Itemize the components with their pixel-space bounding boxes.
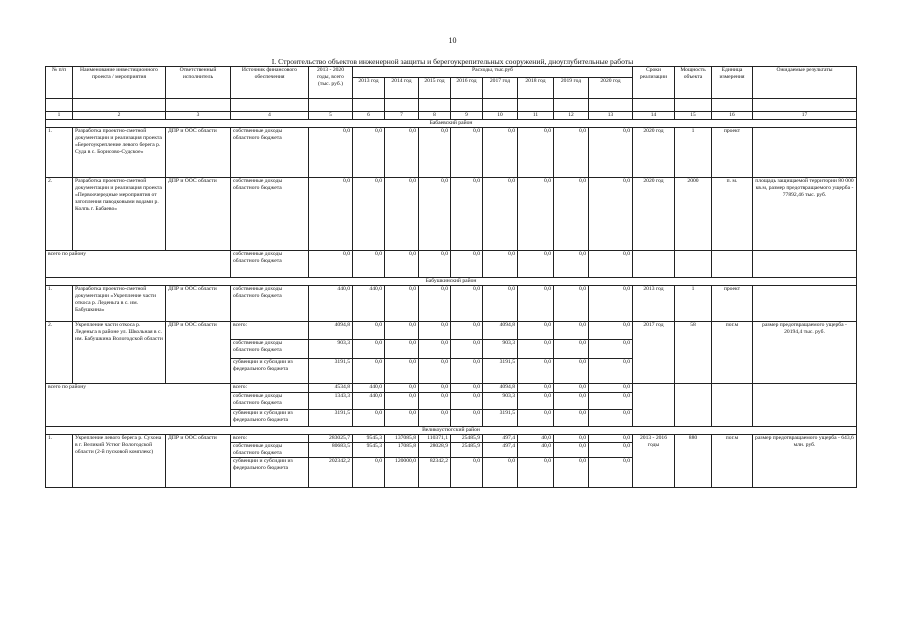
row-value: 0,0 [385,285,419,321]
row-result [753,285,857,321]
row-value: 4094,8 [483,321,518,339]
district-row-velikoustyugsky [46,426,857,434]
row-value: 25485,9 [451,442,483,457]
row-value: 0,0 [353,358,385,383]
district-total-row [46,250,857,277]
row-value: 0,0 [419,383,451,392]
row-value: 0,0 [385,127,419,177]
row-source: субвенции и субсидии из федерального бюджета [231,409,309,426]
row-value: 0,0 [309,177,353,250]
col-number: 17 [753,112,857,120]
page-number: 10 [448,36,457,45]
row-value: 440,0 [309,285,353,321]
row-value: 903,3 [483,339,518,358]
row-terms: 2020 год [633,177,675,250]
row-value: 0,0 [518,409,554,426]
row-value: 4094,8 [309,321,353,339]
row-value: 0,0 [554,434,589,442]
row-source: собственные доходы областного бюджета [231,392,309,409]
row-value: 137085,8 [385,434,419,442]
row-value: 0,0 [483,457,518,487]
row-result [753,127,857,177]
row-value: 0,0 [518,358,554,383]
total-label: всего по району [46,383,231,426]
row-value: 0,0 [385,250,419,277]
header-results: Ожидаемые результаты [753,67,857,99]
row-value: 28028,9 [419,442,451,457]
row-value: 0,0 [385,383,419,392]
row-value: 0,0 [353,457,385,487]
row-value: 0,0 [419,321,451,339]
row-value: 0,0 [451,285,483,321]
row-value: 0,0 [589,434,633,442]
table-row [46,285,857,321]
col-number: 10 [483,112,518,120]
row-value: 202342,2 [309,457,353,487]
row-executor: ДПР и ООС области [166,321,231,383]
row-value: 3191,5 [309,358,353,383]
row-value: 120000,0 [385,457,419,487]
row-value: 0,0 [353,321,385,339]
row-value: 0,0 [554,321,589,339]
district-name: Бабушкинский район [46,277,857,285]
col-number: 4 [231,112,309,120]
header-year: 2013 год [353,78,385,99]
row-name: Разработка проектно-сметной документации и реализация проекта «Берегоукрепление левого берега р. Суда в с. Борисово-Судское» [73,127,166,177]
row-source: всего: [231,383,309,392]
row-value: 0,0 [518,339,554,358]
row-value: 0,0 [419,177,451,250]
row-source: собственные доходы областного бюджета [231,127,309,177]
row-value: 0,0 [419,392,451,409]
row-value: 0,0 [589,457,633,487]
row-value: 903,3 [309,339,353,358]
section-title: I. Строительство объектов инженерной защиты и берегоукрепительных сооружений, дноуглубительные работы [271,57,634,66]
row-terms: 2020 год [633,127,675,177]
row-value: 0,0 [554,285,589,321]
row-value: 110371,1 [419,434,451,442]
row-source: собственные доходы областного бюджета [231,339,309,358]
row-capacity: 1 [675,127,712,177]
district-name: Бабаевский район [46,119,857,127]
row-value: 0,0 [451,127,483,177]
row-result: размер предотвращаемого ущерба - 643,6 млн. руб. [753,434,857,487]
header-terms: Сроки реализации [633,67,675,99]
row-value: 0,0 [554,442,589,457]
col-number: 2 [73,112,166,120]
row-value: 0,0 [554,392,589,409]
col-number: 5 [309,112,353,120]
col-number: 14 [633,112,675,120]
row-name: Разработка проектно-сметной документации «Укрепление части откоса р. Леденьга в с. им. Бабушкина» [73,285,166,321]
row-value: 25485,9 [451,434,483,442]
table-row [46,321,857,339]
row-num: 1. [46,285,73,321]
header-name: Наименование инвестиционного проекта / мероприятия [73,67,166,99]
row-terms: 2013 год [633,285,675,321]
column-numbers-row [46,112,857,120]
row-value: 0,0 [451,177,483,250]
row-unit: пог.м [712,434,753,487]
row-value: 0,0 [518,285,554,321]
row-capacity: 1 [675,285,712,321]
district-row-babushkinsky [46,277,857,285]
district-name: Великоустюгский район [46,426,857,434]
row-result: площадь защищаемой территории 80 000 кв.м, размер предотвращаемого ущерба - 77892,46 тыс. руб. [753,177,857,250]
header-num: № п/п [46,67,73,99]
row-value: 3191,5 [483,409,518,426]
row-source: собственные доходы областного бюджета [231,285,309,321]
row-value: 0,0 [419,127,451,177]
row-value: 0,0 [451,250,483,277]
row-value: 0,0 [309,250,353,277]
row-result: размер предотвращаемого ущерба - 20194,4 тыс. руб. [753,321,857,383]
row-value: 0,0 [483,285,518,321]
row-value: 0,0 [554,409,589,426]
col-number: 8 [419,112,451,120]
row-value: 0,0 [518,127,554,177]
row-executor: ДПР и ООС области [166,127,231,177]
row-value: 0,0 [589,383,633,392]
row-value: 0,0 [518,383,554,392]
row-source: собственные доходы областного бюджета [231,250,309,277]
row-value: 82342,2 [419,457,451,487]
row-value: 3191,5 [483,358,518,383]
row-value: 0,0 [385,392,419,409]
row-name: Укрепление левого берега р. Сухона в г. Великий Устюг Вологодской области (2-й пусковой комплекс) [73,434,166,487]
row-value: 1343,3 [309,392,353,409]
row-num: 1. [46,127,73,177]
row-num: 1. [46,434,73,487]
header-year: 2014 год [385,78,419,99]
row-value: 0,0 [353,127,385,177]
header-year: 2017 год [483,78,518,99]
header-expenses: Расходы, тыс.руб [353,67,633,78]
row-value: 0,0 [419,250,451,277]
row-value: 0,0 [385,358,419,383]
table-row [46,177,857,250]
row-num: 2. [46,321,73,383]
header-total: 2013 - 2020 годы, всего (тыс. руб.) [309,67,353,99]
row-executor: ДПР и ООС области [166,177,231,250]
row-value: 0,0 [518,250,554,277]
row-value: 9545,3 [353,434,385,442]
header-source: Источник финансового обеспечения [231,67,309,99]
row-value: 0,0 [518,177,554,250]
row-source: всего: [231,434,309,442]
row-value: 4534,8 [309,383,353,392]
row-terms: 2013 - 2016 годы [633,434,675,487]
row-value: 3191,5 [309,409,353,426]
district-row-babaevsky [46,119,857,127]
col-number: 7 [385,112,419,120]
row-value: 283025,7 [309,434,353,442]
row-value: 0,0 [451,457,483,487]
row-value: 0,0 [353,409,385,426]
row-source: собственные доходы областного бюджета [231,177,309,250]
row-value: 40,0 [518,434,554,442]
row-value: 440,0 [353,392,385,409]
row-value: 0,0 [385,177,419,250]
row-value: 0,0 [385,339,419,358]
row-value: 0,0 [554,457,589,487]
row-value: 0,0 [589,250,633,277]
row-value: 0,0 [483,127,518,177]
col-number: 6 [353,112,385,120]
row-capacity: 2000 [675,177,712,250]
header-row [46,67,857,78]
row-value: 0,0 [419,285,451,321]
col-number: 9 [451,112,483,120]
row-value: 497,4 [483,442,518,457]
total-label: всего по району [46,250,231,277]
header-executor: Ответственный исполнитель [166,67,231,99]
row-terms: 2017 год [633,321,675,383]
row-value: 0,0 [451,339,483,358]
table-row [46,127,857,177]
row-capacity: 880 [675,434,712,487]
row-source: всего: [231,321,309,339]
col-number: 13 [589,112,633,120]
col-number: 3 [166,112,231,120]
row-value: 40,0 [518,442,554,457]
row-value: 497,4 [483,434,518,442]
row-source: субвенции и субсидии из федерального бюджета [231,358,309,383]
row-value: 0,0 [353,339,385,358]
row-num: 2. [46,177,73,250]
col-number: 1 [46,112,73,120]
row-unit: пог.м [712,321,753,383]
row-value: 0,0 [451,383,483,392]
row-value: 0,0 [589,392,633,409]
row-value: 0,0 [589,339,633,358]
row-value: 0,0 [589,127,633,177]
row-value: 80683,5 [309,442,353,457]
row-name: Разработка проектно-сметной документации и реализация проекта «Первоочередные мероприятия от затопления паводковыми водами р. Колпь г. Бабаево» [73,177,166,250]
row-value: 0,0 [518,457,554,487]
row-executor: ДПР и ООС области [166,285,231,321]
row-value: 0,0 [451,392,483,409]
row-value: 0,0 [309,127,353,177]
row-value: 903,3 [483,392,518,409]
row-value: 0,0 [554,339,589,358]
row-value: 0,0 [589,285,633,321]
row-value: 9545,3 [353,442,385,457]
header-gap [46,99,857,112]
row-value: 17085,8 [385,442,419,457]
row-value: 0,0 [554,250,589,277]
row-value: 0,0 [451,409,483,426]
row-value: 0,0 [518,392,554,409]
row-value: 0,0 [589,358,633,383]
header-year: 2018 год [518,78,554,99]
header-year: 2015 год [419,78,451,99]
row-value: 0,0 [451,321,483,339]
header-year: 2019 год [554,78,589,99]
header-year: 2020 год [589,78,633,99]
row-value: 0,0 [419,409,451,426]
row-value: 0,0 [419,339,451,358]
row-executor: ДПР и ООС области [166,434,231,487]
row-value: 0,0 [554,127,589,177]
row-value: 440,0 [353,285,385,321]
row-value: 0,0 [385,409,419,426]
header-unit: Единица измерения [712,67,753,99]
row-value: 0,0 [554,358,589,383]
row-value: 0,0 [353,250,385,277]
row-value: 0,0 [483,177,518,250]
row-value: 0,0 [589,409,633,426]
row-value: 0,0 [554,177,589,250]
header-capacity: Мощность объекта [675,67,712,99]
col-number: 11 [518,112,554,120]
row-value: 0,0 [451,358,483,383]
row-value: 0,0 [385,321,419,339]
row-name: Укрепление части откоса р. Леденьга в районе ул. Школьная в с. им. Бабушкина Вологодской области [73,321,166,383]
row-value: 0,0 [353,177,385,250]
row-source: субвенции и субсидии из федерального бюджета [231,457,309,487]
row-unit: п. м. [712,177,753,250]
row-value: 0,0 [554,383,589,392]
row-value: 440,0 [353,383,385,392]
investment-table [45,66,857,488]
row-unit: проект [712,285,753,321]
col-number: 15 [675,112,712,120]
row-value: 0,0 [518,321,554,339]
header-year: 2016 год [451,78,483,99]
row-capacity: 58 [675,321,712,383]
row-source: собственные доходы областного бюджета [231,442,309,457]
row-value: 0,0 [419,358,451,383]
row-value: 0,0 [589,442,633,457]
district-total-row [46,383,857,392]
table-row [46,434,857,442]
col-number: 16 [712,112,753,120]
row-value: 0,0 [483,250,518,277]
row-value: 0,0 [589,321,633,339]
row-value: 4094,8 [483,383,518,392]
col-number: 12 [554,112,589,120]
row-unit: проект [712,127,753,177]
row-value: 0,0 [589,177,633,250]
